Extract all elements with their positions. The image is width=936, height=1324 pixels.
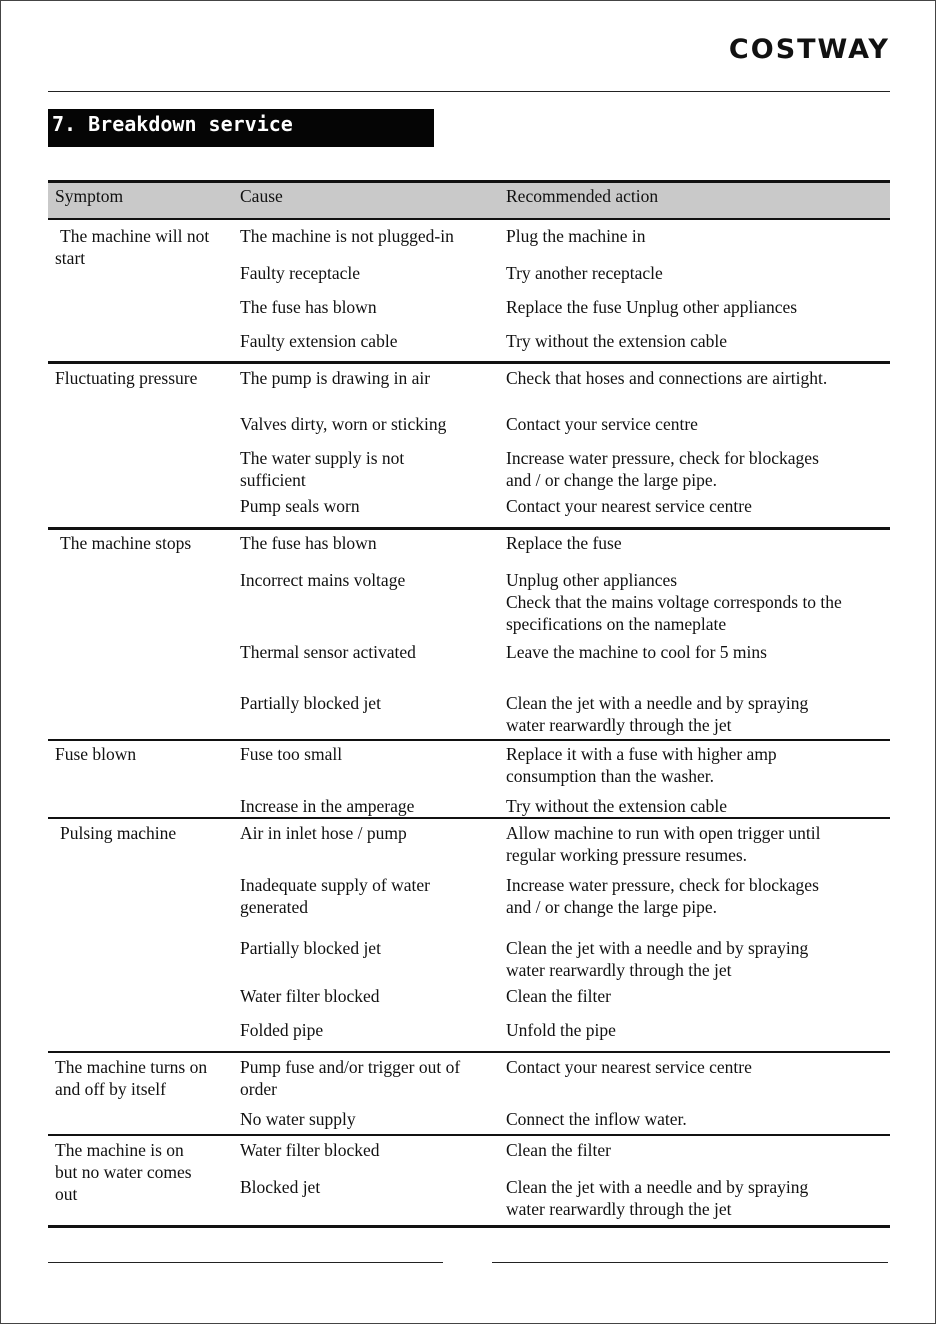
footer-rule-right [492,1262,888,1263]
action-text: Clean the jet with a needle and by spraying [506,1177,809,1197]
action-text: Unplug other appliances [506,570,678,590]
action-text: Replace the fuse Unplug other appliances [506,297,798,317]
cause-text: Valves dirty, worn or sticking [240,414,447,434]
cause-text: No water supply [240,1109,356,1129]
footer-rule-left [48,1262,443,1263]
cause-text: generated [240,897,309,917]
action-text: Clean the jet with a needle and by spraying [506,693,809,713]
cause-text: Blocked jet [240,1177,321,1197]
group-separator [48,1134,890,1136]
action-text: Increase water pressure, check for blockages [506,448,819,468]
action-text: Clean the filter [506,986,611,1006]
header-symptom: Symptom [55,186,124,206]
symptom-line: The machine stops [60,533,192,553]
cause-text: Pump fuse and/or trigger out of [240,1057,461,1077]
action-text: water rearwardly through the jet [506,715,732,735]
cause-text: Pump seals worn [240,496,360,516]
action-text: regular working pressure resumes. [506,845,748,865]
group-separator [48,817,890,819]
group-separator [48,527,890,530]
cause-text: Thermal sensor activated [240,642,416,662]
action-text: Connect the inflow water. [506,1109,687,1129]
action-text: Replace the fuse [506,533,622,553]
section-title: 7. Breakdown service [48,109,434,147]
cause-text: Water filter blocked [240,1140,380,1160]
action-text: Allow machine to run with open trigger until [506,823,821,843]
header-cause: Cause [240,186,283,206]
table-header-row [48,180,890,220]
cause-text: Incorrect mains voltage [240,570,406,590]
symptom-line: and off by itself [55,1079,166,1099]
action-text: Check that hoses and connections are airtight. [506,368,828,388]
action-text: Clean the filter [506,1140,611,1160]
cause-text: Partially blocked jet [240,938,381,958]
cause-text: The fuse has blown [240,533,377,553]
action-text: Unfold the pipe [506,1020,616,1040]
action-text: Increase water pressure, check for blockages [506,875,819,895]
symptom-line: but no water comes [55,1162,192,1182]
action-text: and / or change the large pipe. [506,897,718,917]
group-separator [48,361,890,364]
action-text: Contact your nearest service centre [506,496,752,516]
header-rule [48,91,890,92]
action-text: and / or change the large pipe. [506,470,718,490]
action-text: Contact your service centre [506,414,698,434]
action-text: specifications on the nameplate [506,614,727,634]
action-text: Replace it with a fuse with higher amp [506,744,777,764]
action-text: water rearwardly through the jet [506,960,732,980]
action-text: Try without the extension cable [506,796,727,816]
cause-text: Fuse too small [240,744,343,764]
symptom-line: out [55,1184,78,1204]
action-text: Check that the mains voltage corresponds to the [506,592,842,612]
cause-text: Faulty extension cable [240,331,398,351]
symptom-line: The machine will not [60,226,210,246]
cause-text: Increase in the amperage [240,796,415,816]
header-recommended-action: Recommended action [506,186,659,206]
cause-text: The water supply is not [240,448,405,468]
cause-text: Partially blocked jet [240,693,381,713]
symptom-line: The machine turns on [55,1057,208,1077]
action-text: Try without the extension cable [506,331,727,351]
action-text: Leave the machine to cool for 5 mins [506,642,767,662]
costway-logo: COSTWAY [728,34,890,65]
symptom-line: Fluctuating pressure [55,368,198,388]
cause-text: sufficient [240,470,306,490]
action-text: Try another receptacle [506,263,663,283]
action-text: Contact your nearest service centre [506,1057,752,1077]
cause-text: Folded pipe [240,1020,324,1040]
group-separator [48,1051,890,1053]
cause-text: The fuse has blown [240,297,377,317]
action-text: Plug the machine in [506,226,646,246]
cause-text: Water filter blocked [240,986,380,1006]
group-separator [48,739,890,741]
action-text: Clean the jet with a needle and by spraying [506,938,809,958]
cause-text: The machine is not plugged-in [240,226,454,246]
cause-text: Air in inlet hose / pump [240,823,407,843]
table-bottom-rule [48,1225,890,1228]
action-text: consumption than the washer. [506,766,715,786]
symptom-line: start [55,248,86,268]
symptom-line: The machine is on [55,1140,184,1160]
action-text: water rearwardly through the jet [506,1199,732,1219]
symptom-line: Pulsing machine [60,823,177,843]
cause-text: Inadequate supply of water [240,875,430,895]
cause-text: Faulty receptacle [240,263,361,283]
cause-text: order [240,1079,277,1099]
cause-text: The pump is drawing in air [240,368,431,388]
symptom-line: Fuse blown [55,744,137,764]
